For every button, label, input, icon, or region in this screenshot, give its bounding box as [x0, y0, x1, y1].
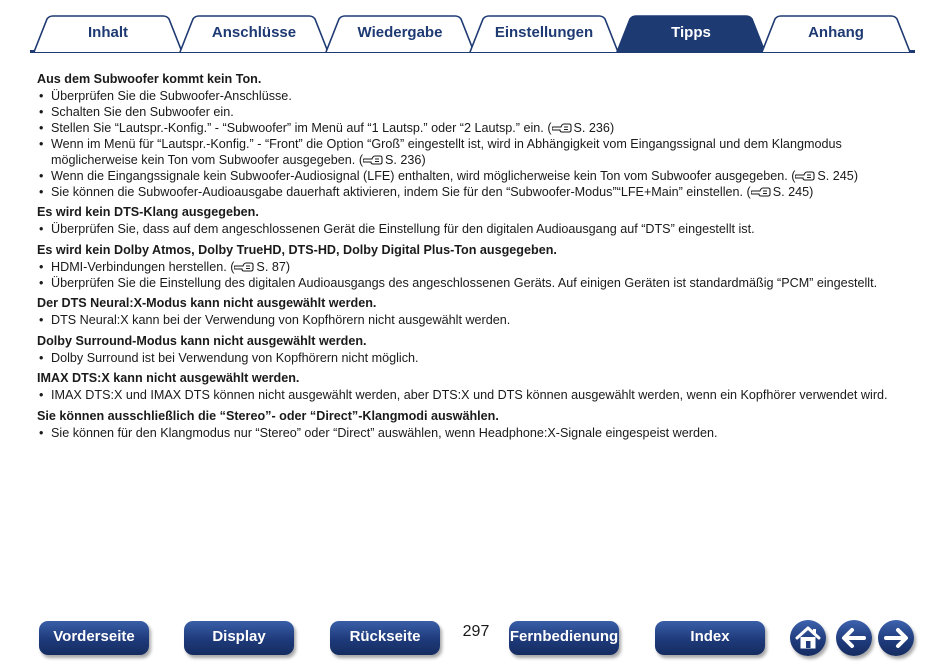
- arrow-right-icon: [878, 620, 914, 656]
- list-item-text: HDMI-Verbindungen herstellen.: [51, 259, 227, 274]
- list-item: [37, 121, 917, 137]
- hand-pointer-icon: [234, 261, 254, 272]
- list-item: [37, 185, 917, 201]
- section-heading: IMAX DTS:X kann nicht ausgewählt werden.: [37, 371, 300, 385]
- page-number: 297: [462, 623, 490, 640]
- troubleshooting-section: [37, 71, 917, 200]
- list-item: [37, 89, 917, 105]
- list-item: [37, 313, 917, 329]
- list-item: [37, 426, 917, 442]
- tab-label: Einstellungen: [494, 24, 594, 41]
- section-heading: Dolby Surround-Modus kann nicht ausgewählt werden.: [37, 333, 367, 348]
- page-reference-link[interactable]: ( S. 236): [547, 121, 615, 135]
- display-button[interactable]: Display: [184, 621, 294, 655]
- list-item-text: Dolby Surround ist bei Verwendung von Kopfhörern nicht möglich.: [51, 350, 419, 365]
- forward-button[interactable]: [878, 620, 914, 656]
- page-reference-label: S. 245: [772, 184, 810, 199]
- hand-pointer-icon: [552, 122, 572, 133]
- troubleshooting-section: [37, 204, 917, 238]
- list-item-text: IMAX DTS:X und IMAX DTS können nicht ausgewählt werden, aber DTS:X und DTS können ausgewählt werden, wenn ein Kopfhörer verwendet wird.: [51, 388, 888, 402]
- hand-pointer-icon: [795, 170, 815, 181]
- page-reference-link[interactable]: ( S. 236): [358, 152, 426, 167]
- page-reference-label: S. 87: [256, 259, 286, 274]
- fernbedienung-button[interactable]: Fernbedienung: [509, 621, 619, 655]
- home-icon: [790, 620, 826, 656]
- list-item: [37, 260, 917, 276]
- troubleshooting-section: [37, 370, 917, 404]
- list-item: [37, 105, 917, 121]
- list-item-text: Überprüfen Sie die Subwoofer-Anschlüsse.: [51, 89, 292, 103]
- list-item-text: Stellen Sie “Lautspr.-Konfig.” - “Subwoofer” im Menü auf “1 Lautsp.” oder “2 Lautsp.” ein.: [51, 121, 544, 135]
- list-item-text: Sie können für den Klangmodus nur “Stereo” oder “Direct” auswählen, wenn Headphone:X-Signale eingespeist werden.: [51, 425, 718, 440]
- list-item: [37, 137, 917, 168]
- list-item: [37, 388, 917, 404]
- rueckseite-button[interactable]: Rückseite: [330, 621, 440, 655]
- section-heading: Sie können ausschließlich die “Stereo”- oder “Direct”-Klangmodi auswählen.: [37, 408, 499, 423]
- page-reference-label: S. 245: [817, 168, 854, 183]
- tab-bar: [0, 0, 950, 58]
- tab-label: Tipps: [671, 24, 711, 41]
- list-item: [37, 222, 917, 238]
- hand-pointer-icon: [751, 186, 771, 197]
- tab-wiedergabe[interactable]: [325, 15, 475, 52]
- back-button[interactable]: [836, 620, 872, 656]
- section-heading: Es wird kein DTS-Klang ausgegeben.: [37, 205, 259, 219]
- list-item: [37, 276, 917, 292]
- troubleshooting-content: [37, 71, 917, 445]
- list-item: [37, 351, 917, 367]
- list-item-text: Wenn im Menü für “Lautspr.-Konfig.” - “Front” die Option “Groß” eingestellt ist, wird in Abhängigkeit vom Eingangssignal und dem Klangmodus möglicherweise kein Ton vom Subwoofer ausgegeben.: [51, 137, 842, 167]
- page-reference-label: S. 236: [573, 121, 610, 135]
- tab-einstellungen[interactable]: [469, 15, 619, 52]
- list-item-text: Wenn die Eingangssignale kein Subwoofer-Audiosignal (LFE) enthalten, wird möglicherweise kein Ton vom Subwoofer ausgegeben.: [51, 168, 788, 183]
- bullet-list: [37, 222, 917, 238]
- page-reference-label: S. 236: [385, 152, 422, 167]
- arrow-left-icon: [836, 620, 872, 656]
- page-reference-link[interactable]: ( S. 245): [746, 184, 814, 199]
- vorderseite-button[interactable]: Vorderseite: [39, 621, 149, 655]
- troubleshooting-section: [37, 333, 917, 367]
- page-reference-link[interactable]: ( S. 87): [230, 259, 291, 274]
- section-heading: Aus dem Subwoofer kommt kein Ton.: [37, 72, 262, 86]
- tab-inhalt[interactable]: [33, 15, 183, 52]
- list-item-text: Sie können die Subwoofer-Audioausgabe dauerhaft aktivieren, indem Sie für den “Subwoofer-Modus”“LFE+Main” einstellen.: [51, 184, 744, 199]
- list-item-text: Schalten Sie den Subwoofer ein.: [51, 105, 234, 119]
- list-item-text: Überprüfen Sie die Einstellung des digitalen Audioausgangs des angeschlossenen Geräts. Auf einigen Geräten ist standardmäßig “PCM” eingestellt.: [51, 275, 878, 290]
- list-item-text: Überprüfen Sie, dass auf dem angeschlossenen Gerät die Einstellung für den digitalen Audioausgang auf “DTS” eingestellt ist.: [51, 222, 755, 236]
- bullet-list: [37, 260, 917, 292]
- troubleshooting-section: [37, 408, 917, 442]
- bullet-list: [37, 388, 917, 404]
- tab-anschluesse[interactable]: [179, 15, 329, 52]
- section-heading: Der DTS Neural:X-Modus kann nicht ausgewählt werden.: [37, 296, 377, 310]
- hand-pointer-icon: [363, 154, 383, 165]
- troubleshooting-section: [37, 242, 917, 292]
- tab-label: Inhalt: [88, 24, 128, 41]
- home-button[interactable]: [790, 620, 826, 656]
- tab-label: Wiedergabe: [357, 24, 443, 41]
- bullet-list: [37, 351, 917, 367]
- bullet-list: [37, 426, 917, 442]
- section-heading: Es wird kein Dolby Atmos, Dolby TrueHD, DTS-HD, Dolby Digital Plus-Ton ausgegeben.: [37, 242, 557, 257]
- index-button[interactable]: Index: [655, 621, 765, 655]
- tab-label: Anhang: [808, 24, 864, 41]
- list-item-text: DTS Neural:X kann bei der Verwendung von Kopfhörern nicht ausgewählt werden.: [51, 313, 511, 327]
- list-item: [37, 169, 917, 185]
- page-reference-link[interactable]: ( S. 245): [791, 168, 859, 183]
- troubleshooting-section: [37, 295, 917, 329]
- tab-label: Anschlüsse: [211, 24, 297, 41]
- tab-anhang[interactable]: [761, 15, 911, 52]
- bullet-list: [37, 89, 917, 200]
- bullet-list: [37, 313, 917, 329]
- tab-tipps[interactable]: [616, 15, 766, 52]
